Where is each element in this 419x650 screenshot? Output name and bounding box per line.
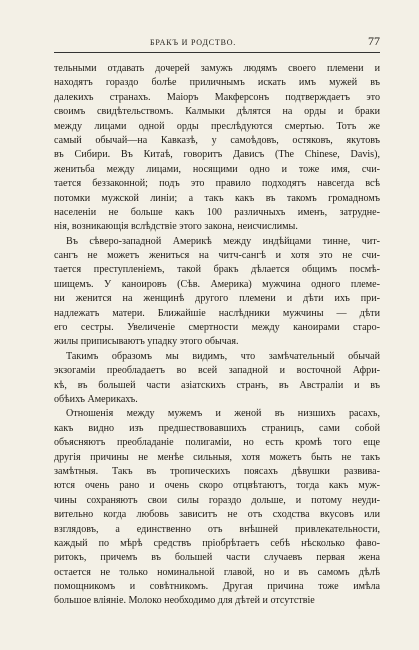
text-line: какъ видно изъ предшествовавшихъ страницъ, сами собой <box>54 422 380 434</box>
text-line: помощникомъ и совѣтникомъ. Другая причина тоже имѣла <box>54 581 380 593</box>
text-line: Отношенія между мужемъ и женой въ низшихъ расахъ, <box>66 408 380 420</box>
book-page <box>54 32 380 609</box>
text-line: взглядовъ, а единственно отъ внѣшней привлекательности, <box>54 523 380 535</box>
text-line: Въ сѣверо-западной Америкѣ между индѣйцами тинне, чит- <box>66 235 380 247</box>
page-number: 77 <box>368 34 380 48</box>
text-line: экзогаміи преобладаетъ во всей западной и восточной Афри- <box>54 365 380 377</box>
text-line: объясняютъ преобладаніе полигаміи, но есть кромѣ того еще <box>54 437 380 449</box>
text-line: тельными отдавать дочерей замужъ людямъ своего племени и <box>54 63 380 74</box>
text-line: другія причины не менѣе сильныя, хотя можетъ быть не такъ <box>54 451 380 463</box>
text-line: каждый по мѣрѣ средствъ пріобрѣтаетъ себѣ нѣсколько фаво- <box>54 537 380 549</box>
text-line: Такимъ образомъ мы видимъ, что замѣчательный обычай <box>66 350 380 362</box>
page-header <box>54 32 380 53</box>
text-line: тается беззаконной; подъ это правило подходятъ навсегда всѣ <box>54 178 380 190</box>
text-line: нія, возникающія вслѣдствіе этого закона, неисчислимы. <box>54 221 298 233</box>
text-line: женитьба между лицами, носящими одно и тоже имя, счи- <box>54 163 380 175</box>
text-line: въ Сибири. Въ Китаѣ, говоритъ Дависъ (The Chinese, Davis), <box>54 149 380 161</box>
text-line: вительно когда любовь зависитъ не отъ сходства вкусовъ или <box>54 509 380 521</box>
text-line: остается не только номинальной главой, но и въ самомъ дѣлѣ <box>54 566 380 578</box>
paragraph <box>54 350 380 408</box>
body-text <box>54 62 380 609</box>
text-line: замѣтныя. Такъ въ тропическихъ поясахъ дѣвушки развива- <box>54 465 380 477</box>
text-line: чины сохраняютъ свои силы гораздо дольше, и потому неуди- <box>54 494 380 506</box>
text-line: ритокъ, причемъ въ большей части случаевъ первая жена <box>54 552 380 564</box>
running-head: БРАКЪ И РОДСТВО. <box>150 38 237 47</box>
text-line: ни женится на женщинѣ другого племени и дѣти ихъ при- <box>54 293 380 305</box>
text-line: ются очень рано и очень скоро отцвѣтаютъ, тогда какъ муж- <box>54 480 380 492</box>
text-line: тается преступленіемъ, такой бракъ дѣлается общимъ посмѣ- <box>54 264 380 276</box>
text-line: населеніи не больше какъ 100 различныхъ именъ, затрудне- <box>54 206 380 218</box>
text-line: шищемъ. У каноировъ (Сѣв. Америка) мужчина одного племе- <box>54 278 380 290</box>
text-line: обѣихъ Америкахъ. <box>54 393 138 405</box>
text-line: надлежатъ матери. Ближайшіе наслѣдники мужчины — дѣти <box>54 307 380 319</box>
paragraph <box>54 62 380 235</box>
text-line: между лицами одной орды преслѣдуются смертью. Тотъ же <box>54 120 380 132</box>
text-line: его сестры. Увеличеніе смертности между каноирами старо- <box>54 322 380 334</box>
text-line: находятъ гораздо болѣе приличнымъ искать имъ мужей въ <box>54 77 380 89</box>
paragraph <box>54 407 380 608</box>
text-line: кѣ, въ большей части азіатскихъ странъ, въ Австраліи и въ <box>54 379 380 391</box>
text-line: сангъ не можетъ жениться на читч-сангѣ и хотя это не счи- <box>54 250 380 262</box>
paragraph <box>54 235 380 350</box>
text-line: потомки мужской линіи; а такъ какъ въ такомъ громадномъ <box>54 192 380 204</box>
text-line: жилы приписываютъ упадку этого обычая. <box>54 336 239 348</box>
text-line: далекихъ странахъ. Маіоръ Макферсонъ подтверждаетъ это <box>54 91 380 103</box>
text-line: самый обычай—на Кавказѣ, у самоѣдовъ, остяковъ, якутовъ <box>54 134 380 146</box>
text-line: своимъ свидѣтельствомъ. Калмыки дѣлятся на орды и браки <box>54 106 380 118</box>
text-line: большое вліяніе. Молоко необходимо для дѣтей и отсутствіе <box>54 595 315 607</box>
